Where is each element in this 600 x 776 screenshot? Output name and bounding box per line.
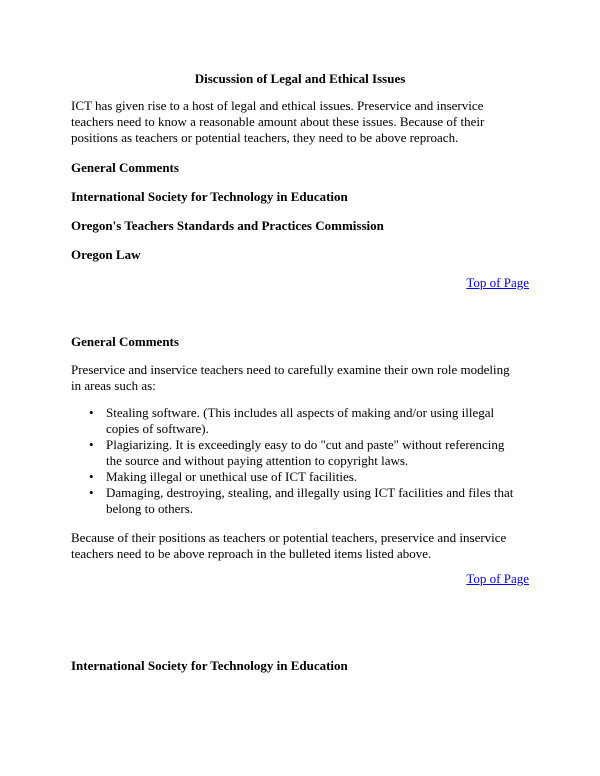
general-comments-closing xyxy=(71,530,531,562)
list-item-line: Stealing software. (This includes all aspects of making and/or using illegal xyxy=(106,405,495,420)
role-modeling-list xyxy=(71,405,566,517)
list-item xyxy=(89,485,566,517)
list-item xyxy=(89,437,566,469)
intro-line: teachers need to know a reasonable amount about these issues. Because of their xyxy=(71,114,485,129)
bullet-icon: • xyxy=(89,485,94,500)
page-title: Discussion of Legal and Ethical Issues xyxy=(194,71,406,86)
section-heading-general-comments: General Comments xyxy=(71,334,179,349)
toc-oregon-law[interactable]: Oregon Law xyxy=(71,247,141,262)
bullet-icon: • xyxy=(89,469,94,484)
top-of-page-link[interactable]: Top of Page xyxy=(466,571,529,586)
closing-line: teachers need to be above reproach in the bulleted items listed above. xyxy=(71,546,432,561)
toc-general-comments[interactable]: General Comments xyxy=(71,160,179,175)
closing-line: Because of their positions as teachers or potential teachers, preservice and inservice xyxy=(71,530,507,545)
lead-line: in areas such as: xyxy=(71,378,156,393)
intro-paragraph xyxy=(71,98,531,146)
list-item-line: the source and without paying attention to copyright laws. xyxy=(106,453,409,468)
list-item-line: copies of software). xyxy=(106,421,209,436)
list-item-line: belong to others. xyxy=(106,501,194,516)
bullet-icon: • xyxy=(89,437,94,452)
list-item xyxy=(89,405,566,437)
bullet-icon: • xyxy=(89,405,94,420)
intro-line: ICT has given rise to a host of legal and ethical issues. Preservice and inservice xyxy=(71,98,484,113)
list-item-line: Plagiarizing. It is exceedingly easy to do "cut and paste" without referencing xyxy=(106,437,505,452)
list-item xyxy=(89,469,566,485)
list-item-line: Making illegal or unethical use of ICT facilities. xyxy=(106,469,358,484)
lead-line: Preservice and inservice teachers need to carefully examine their own role modeling xyxy=(71,362,510,377)
top-of-page-link[interactable]: Top of Page xyxy=(466,275,529,290)
intro-line: positions as teachers or potential teachers, they need to be above reproach. xyxy=(71,130,459,145)
toc-oregon-tspc[interactable]: Oregon's Teachers Standards and Practices Commission xyxy=(71,218,384,233)
general-comments-lead xyxy=(71,362,531,394)
list-item-line: Damaging, destroying, stealing, and illegally using ICT facilities and files that xyxy=(106,485,514,500)
toc-iste[interactable]: International Society for Technology in Education xyxy=(71,189,348,204)
section-heading-iste: International Society for Technology in Education xyxy=(71,658,348,673)
